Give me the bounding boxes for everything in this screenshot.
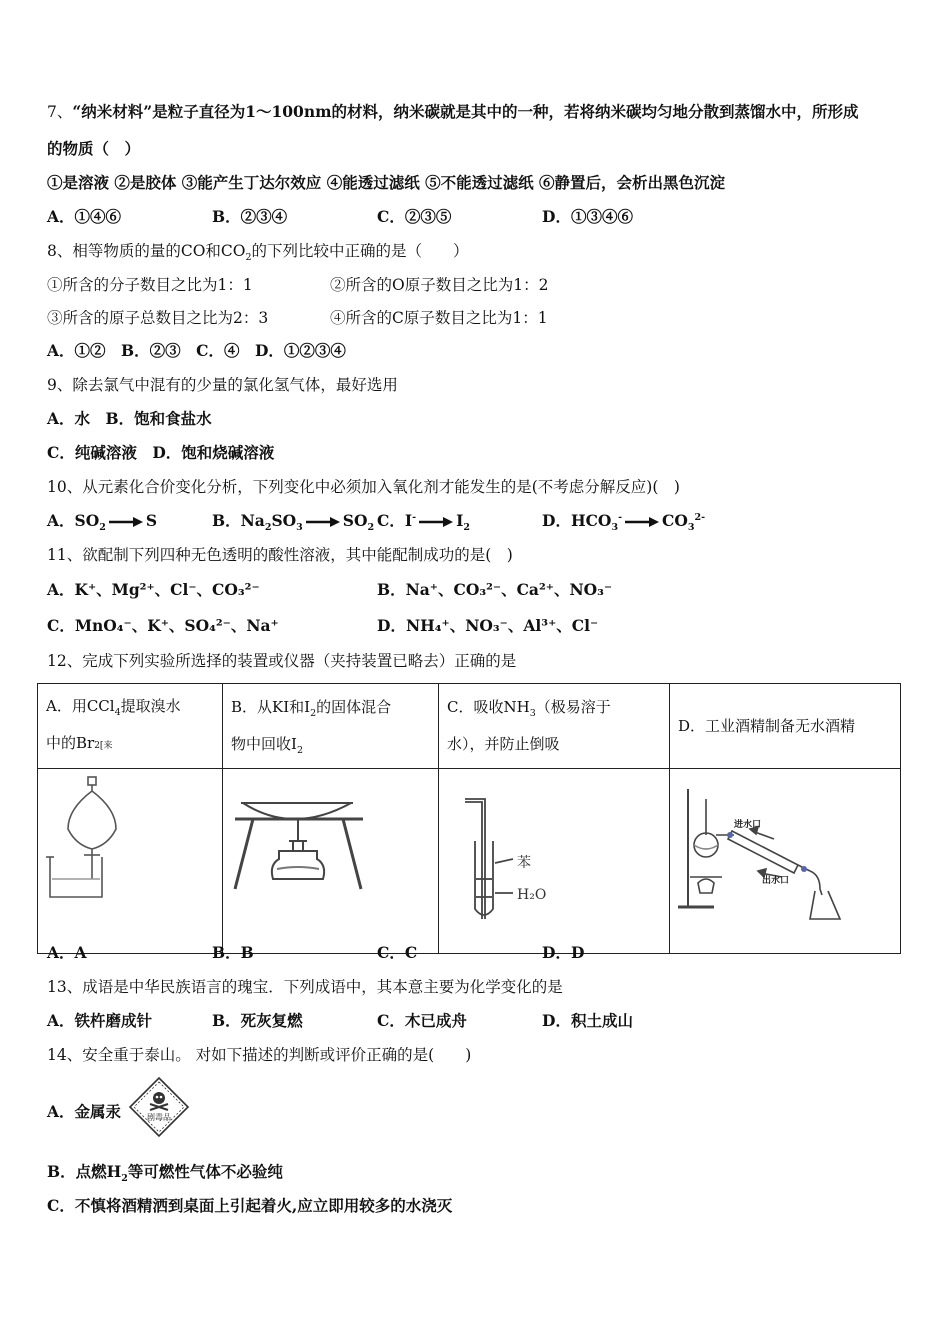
q12-image-b (223, 769, 439, 954)
separatory-funnel-icon (38, 769, 222, 939)
q11-option-b: B．Na⁺、CO₃²⁻、Ca²⁺、NO₃⁻ (377, 580, 613, 599)
q12-a-text3: 中的Br (46, 733, 95, 752)
q10-d-from-sub: 3 (611, 522, 619, 534)
q7-stem-text: “纳米材料”是粒子直径为1～100nm的材料，纳米碳就是其中的一种，若将纳米碳均匀地分散到蒸馏水中，所形成 (72, 102, 859, 121)
q10-b-to: SO (342, 511, 368, 530)
q12-a-sub: 4 (114, 706, 121, 718)
q12-cell-b (223, 684, 439, 769)
q8-stem-b: 的下列比较中正确的是（ ） (251, 242, 469, 260)
q14-stem: 14、安全重于泰山。 对如下描述的判断或评价正确的是( ) (47, 1046, 472, 1064)
q10-c-label: C． (377, 511, 405, 530)
poison-badge-text: 剧毒品 (147, 1113, 171, 1122)
q10-d-from: HCO (570, 511, 612, 530)
evaporating-dish-tripod-icon (223, 769, 438, 939)
q10-a-from: SO (74, 511, 100, 530)
q12-c-text2: （极易溶于 (535, 698, 611, 716)
q10-b-label: B． (212, 511, 241, 530)
q12-stem: 12、完成下列实验所选择的装置或仪器（夹持装置已略去）正确的是 (47, 652, 517, 670)
q8-statement-1: ①所含的分子数目之比为1：1 (47, 276, 253, 294)
q7-option-a: A．①④⑥ (47, 207, 122, 226)
q10-c-from: I (404, 511, 413, 530)
q10-b-from-sub2: 3 (296, 522, 303, 534)
poison-warning-icon (128, 1076, 190, 1138)
q7-option-c: C．②③⑤ (377, 207, 452, 226)
q10-b-from: Na (240, 511, 265, 530)
q10-b-from-sub: 2 (264, 522, 272, 534)
arrow-right-icon (625, 517, 659, 527)
q10-stem: 10、从元素化合价变化分析，下列变化中必须加入氧化剂才能发生的是(不考虑分解反应)( ) (47, 478, 680, 496)
q12-cell-a (38, 684, 223, 769)
q13-option-d: D．积土成山 (542, 1011, 633, 1030)
q10-c-to-sub: 2 (463, 522, 470, 534)
q14-b-text2: 等可燃性气体不必验纯 (127, 1162, 283, 1181)
q14-b-sub: 2 (121, 1173, 128, 1185)
q10-option-d (542, 511, 706, 534)
q10-c-to: I (456, 511, 464, 530)
q10-d-to-sup: 2- (694, 511, 706, 523)
q12-option-a: A．A (47, 943, 87, 962)
q8-sub: 2 (245, 252, 252, 264)
q8-statement-3: ③所含的原子总数目之比为2：3 (47, 309, 269, 327)
q12-b-text1: B．从KI和I (231, 698, 311, 716)
q9-stem: 9、除去氯气中混有的少量的氯化氢气体，最好选用 (47, 376, 398, 394)
label-water: H₂O (517, 887, 547, 903)
q10-option-a (47, 511, 158, 534)
q10-d-to-sub: 3 (687, 522, 695, 534)
q12-option-c: C．C (377, 943, 418, 962)
q12-cell-c (439, 684, 670, 769)
q10-a-to: S (145, 511, 158, 530)
q8-options: A．①② B．②③ C．④ D．①②③④ (47, 341, 346, 360)
q11-stem: 11、欲配制下列四种无色透明的酸性溶液，其中能配制成功的是( ) (47, 546, 513, 564)
q7-option-d: D．①③④⑥ (542, 207, 633, 226)
q10-d-to: CO (662, 511, 688, 530)
q12-b-sub2: 2 (296, 745, 303, 756)
q12-option-d: D．D (542, 943, 585, 962)
distillation-apparatus-icon (670, 769, 900, 939)
q9-options-cd: C．纯碱溶液 D．饱和烧碱溶液 (47, 443, 275, 462)
q14-option-b (47, 1162, 283, 1185)
q10-a-label: A． (47, 511, 75, 530)
q8-statement-4: ④所含的C原子数目之比为1：1 (330, 309, 548, 327)
q12-image-c (439, 769, 670, 954)
q12-image-a (38, 769, 223, 954)
q11-option-a: A．K⁺、Mg²⁺、Cl⁻、CO₃²⁻ (47, 580, 260, 599)
q10-c-from-sup: - (412, 511, 417, 523)
q12-table (37, 683, 901, 954)
q7-stem-line1 (47, 102, 859, 122)
q7-option-b: B．②③④ (212, 207, 288, 226)
q10-b-to-sub: 2 (367, 522, 375, 534)
q12-b-text2: 的固体混合 (316, 698, 392, 716)
q12-b-sub: 2 (310, 708, 317, 719)
q12-c-text3: 水），并防止倒吸 (447, 735, 560, 753)
q14-option-a: A．金属汞 (47, 1102, 122, 1121)
q10-a-from-sub: 2 (99, 522, 106, 534)
label-benzene: 苯 (517, 855, 531, 871)
arrow-right-icon (306, 517, 340, 527)
q13-option-b: B．死灰复燃 (212, 1011, 303, 1030)
q10-b-from-b: SO (271, 511, 297, 530)
q12-c-sub: 3 (529, 708, 536, 719)
q13-option-c: C．木已成舟 (377, 1011, 467, 1030)
q7-number: 7、 (47, 103, 73, 121)
absorption-test-tube-icon (439, 769, 669, 939)
q11-option-c: C．MnO₄⁻、K⁺、SO₄²⁻、Na⁺ (47, 616, 279, 635)
label-water-outlet: 出水口 (762, 876, 790, 886)
q12-a-text1: A．用CCl (46, 696, 115, 715)
q14-b-text1: B．点燃H (47, 1162, 122, 1181)
q12-b-text3: 物中回收I (231, 735, 297, 753)
arrow-right-icon (109, 517, 143, 527)
q10-option-b (212, 511, 375, 534)
q12-a-text2: 提取溴水 (120, 696, 181, 715)
q10-d-label: D． (542, 511, 571, 530)
q8-statement-2: ②所含的O原子数目之比为1：2 (330, 276, 549, 294)
q12-image-d (670, 769, 901, 954)
q12-cell-d: D．工业酒精制备无水酒精 (670, 684, 901, 769)
q9-options-ab: A．水 B．饱和食盐水 (47, 409, 212, 428)
q10-d-from-sup: - (618, 511, 623, 523)
q8-stem-a: 8、相等物质的量的CO和CO (47, 242, 246, 260)
label-water-inlet: 进水口 (734, 820, 762, 830)
q11-option-d: D．NH₄⁺、NO₃⁻、Al³⁺、Cl⁻ (377, 616, 599, 635)
q13-stem: 13、成语是中华民族语言的瑰宝．下列成语中，其本意主要为化学变化的是 (47, 978, 563, 996)
q7-stem-line2: 的物质（ ） (47, 139, 141, 158)
q13-option-a: A．铁杵磨成针 (47, 1011, 153, 1030)
arrow-right-icon (419, 517, 453, 527)
q8-stem (47, 241, 469, 264)
q12-option-b: B．B (212, 943, 254, 962)
q14-option-c: C．不慎将酒精洒到桌面上引起着火,应立即用较多的水浇灭 (47, 1196, 453, 1215)
q12-c-text1: C．吸收NH (447, 698, 530, 716)
q7-statements: ①是溶液 ②是胶体 ③能产生丁达尔效应 ④能透过滤纸 ⑤不能透过滤纸 ⑥静置后，会析出黑色沉淀 (47, 173, 725, 192)
q10-option-c (377, 511, 470, 534)
q12-a-tail: 2[来 (94, 740, 113, 751)
